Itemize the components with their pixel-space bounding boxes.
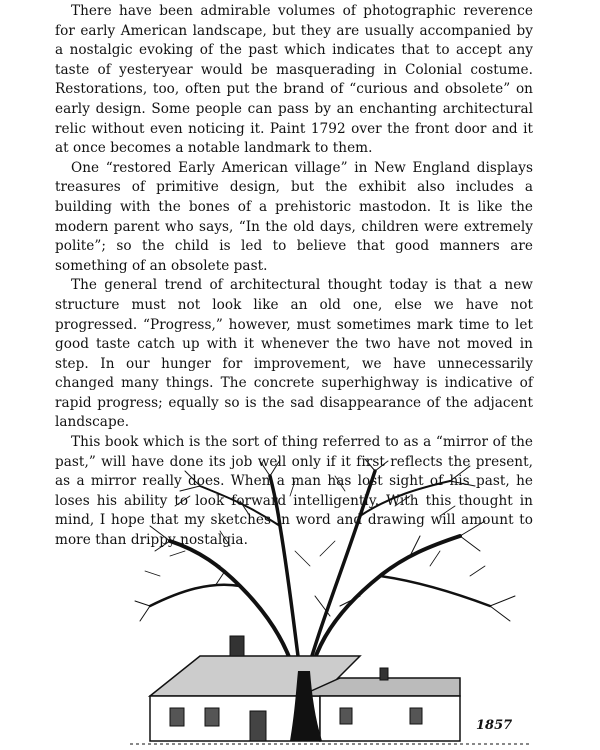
paragraph: One “restored Early American village” in New England displays treasures of primitive design, but the exhibit also includes a building with the bones of a prehistoric mastodon. It is like the modern parent who says, “In the old days, children were extremely polite”; so the child is led to believe that good manners are something of an obsolete past. [55, 159, 533, 274]
ink-drawing [130, 456, 530, 750]
paragraph: The general trend of architectural thought today is that a new structure must not look like an old one, else we have not progressed. “Progress,” however, must sometimes mark time to let good taste catch up with it whenever the two have not moved in step. In our hunger for improvement, we have unnecessarily changed many things. The concrete superhighway is indicative of rapid progress; equally so is the sad disappearance of the adjacent landscape. [55, 277, 533, 431]
tree-and-farmhouse-illustration [130, 456, 530, 750]
date-inscription: 1857 [476, 718, 513, 733]
paragraph: There have been admirable volumes of photographic reverence for early American landscape, but they are usually accompanied by a nostalgic evoking of the past which indicates that to accept any taste of yesteryear would be masquerading in Colonial costume. Restorations, too, often put the brand of “curious and obsolete” on early design. Some people can pass by an enchanting architectural relic without even noticing it. Paint 1792 over the front door and it at once becomes a notable landmark to them. [55, 3, 533, 157]
paragraph: This book which is the sort of thing referred to as a “mirror of the past,” will have done its job well only if it first reflects the present, as a mirror really does. When a man has lost sight of his past, he loses his ability to look forward intelligently. With this thought in mind, I hope that my sketches in word and drawing will amount to more than drippy nostalgia. [55, 434, 533, 549]
